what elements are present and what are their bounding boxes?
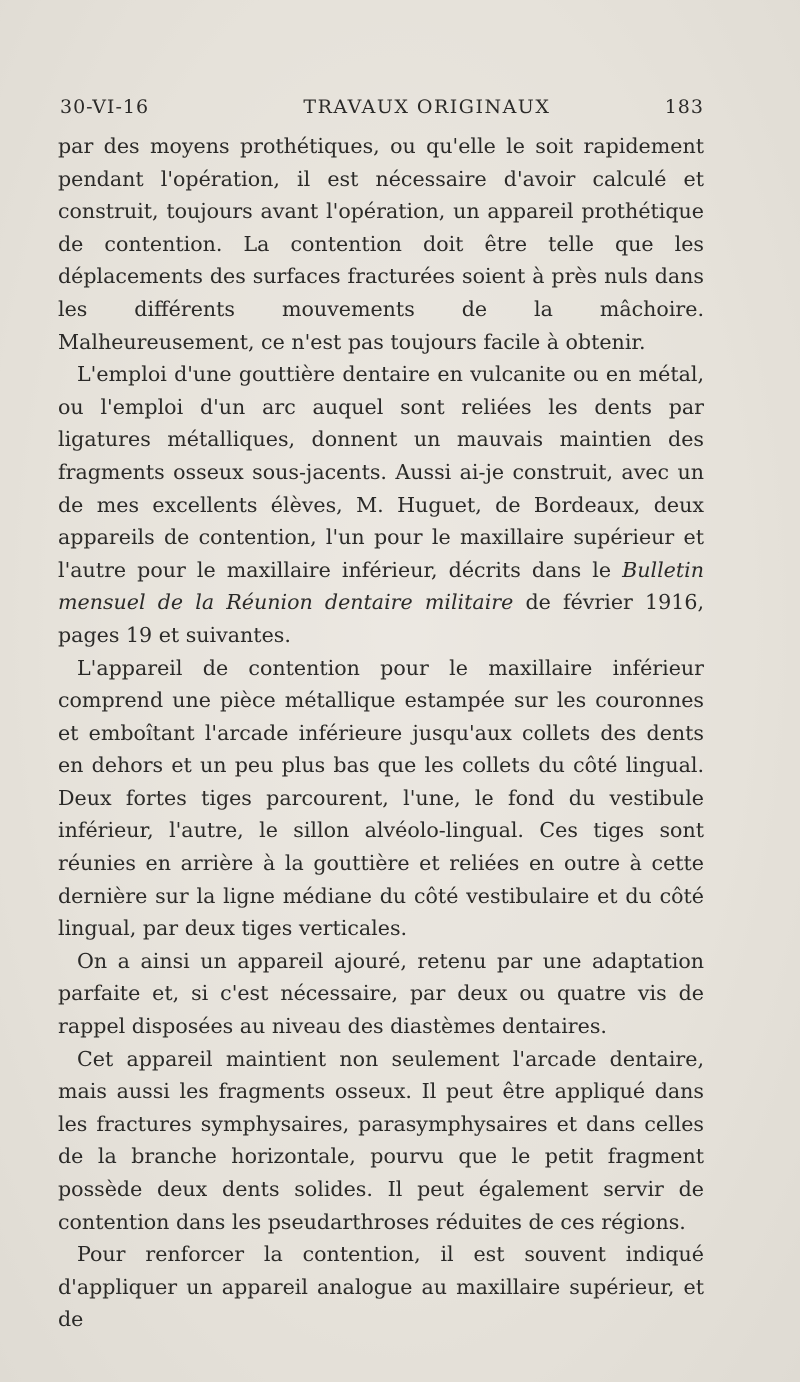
page-number: 183 <box>664 96 704 118</box>
paragraph-2 <box>58 358 704 651</box>
body-text <box>58 130 704 1336</box>
paragraph-2-text-after: de février 1916, pages 19 et suivantes. <box>58 590 704 647</box>
header-title: TRAVAUX ORIGINAUX <box>303 96 551 118</box>
paragraph-5: Cet appareil maintient non seulement l'arcade dentaire, mais aussi les fragments osseux. Il peut être appliqué dans les fractures symphysaires, parasymphysaires et dans celles de la branche horizontale, pourvu que le petit fragment possède deux dents solides. Il peut également servir de contention dans les pseudarthroses réduites de ces régions. <box>58 1046 704 1234</box>
paragraph-2-text-before: L'emploi d'une gouttière dentaire en vulcanite ou en métal, ou l'emploi d'un arc auquel sont reliées les dents par ligatures métalliques, donnent un mauvais maintien des fragments osseux sous-jacents. Aussi ai-je construit, avec un de mes excellents élèves, M. Huguet, de Bordeaux, deux appareils de contention, l'un pour le maxillaire supérieur et l'autre pour le maxillaire inférieur, décrits dans le <box>58 362 704 582</box>
paragraph-4: On a ainsi un appareil ajouré, retenu par une adaptation parfaite et, si c'est nécessaire, par deux ou quatre vis de rappel disposées au niveau des diastèmes dentaires. <box>58 948 704 1039</box>
running-head <box>60 96 704 130</box>
paragraph-1: par des moyens prothétiques, ou qu'elle le soit rapidement pendant l'opération, il est nécessaire d'avoir calculé et construit, toujours avant l'opération, un appareil prothétique de contention. La contention doit être telle que les déplacements des surfaces fracturées soient à près nuls dans les différents mouvements de la mâchoire. Malheureusement, ce n'est pas toujours facile à obtenir. <box>58 134 704 354</box>
paragraph-3: L'appareil de contention pour le maxillaire inférieur comprend une pièce métallique estampée sur les couronnes et emboîtant l'arcade inférieure jusqu'aux collets des dents en dehors et un peu plus bas que les collets du côté lingual. Deux fortes tiges parcourent, l'une, le fond du vestibule inférieur, l'autre, le sillon alvéolo-lingual. Ces tiges sont réunies en arrière à la gouttière et reliées en outre à cette dernière sur la ligne médiane du côté vestibulaire et du côté lingual, par deux tiges verticales. <box>58 655 704 941</box>
header-date: 30-VI-16 <box>60 96 150 118</box>
paragraph-6: Pour renforcer la contention, il est souvent indiqué d'appliquer un appareil analogue au maxillaire supérieur, et de <box>58 1242 704 1332</box>
bulletin-title: Bulletin mensuel de la Réunion dentaire militaire <box>58 557 704 615</box>
